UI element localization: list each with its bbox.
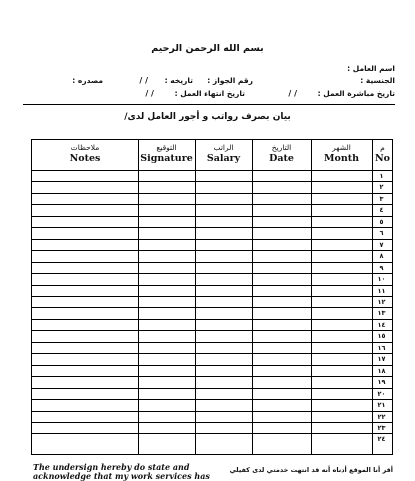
column-header-date-ar: التاريخ <box>271 143 292 152</box>
end-date-separators: / / <box>145 89 154 98</box>
table-row <box>32 251 392 262</box>
column-header-signature-en: Signature <box>140 153 193 164</box>
table-row <box>32 320 392 331</box>
end-date-field <box>145 89 245 98</box>
table-body <box>32 171 392 454</box>
table-row <box>32 228 392 239</box>
column-header-signature <box>138 140 195 170</box>
column-header-salary <box>195 140 252 170</box>
salary-table <box>31 139 393 455</box>
row-number: ٢٠ <box>377 389 386 398</box>
row-number: ٢٢ <box>377 412 386 421</box>
row-number: ١٧ <box>377 355 386 364</box>
row-number: ٦ <box>379 229 384 238</box>
nationality-label: الجنسية : <box>360 76 395 85</box>
table-row <box>32 412 392 423</box>
table-row <box>32 331 392 342</box>
row-number: ١٣ <box>377 309 386 318</box>
row-number: ٧ <box>379 240 384 249</box>
row-number: ٢٣ <box>377 423 386 432</box>
column-header-notes-ar: ملاحظات <box>70 143 100 152</box>
table-row <box>32 434 392 445</box>
row-number: ٤ <box>379 206 384 215</box>
column-header-month-ar: الشهر <box>332 143 351 152</box>
table-row <box>32 343 392 354</box>
table-row <box>32 389 392 400</box>
row-number: ٨ <box>379 252 384 261</box>
row-number: ١ <box>379 172 384 180</box>
row-number: ٥ <box>379 217 384 226</box>
declaration-english: The undersign hereby do state and acknowledge that my work services has <box>33 462 210 481</box>
passport-date-label: تاريخه : <box>164 76 193 85</box>
declaration-arabic: أقر أنا الموقع أدناه أنه قد انتهت خدمتي لدى كفيلي <box>229 466 393 474</box>
row-number: ٢٤ <box>377 435 386 444</box>
table-row <box>32 377 392 388</box>
end-date-label: تاريخ انتهاء العمل : <box>174 89 245 98</box>
basmala: بسم الله الرحمن الرحيم <box>151 43 264 54</box>
passport-number-label: رقم الجواز : <box>207 76 253 85</box>
table-row <box>32 423 392 434</box>
table-row <box>32 171 392 182</box>
row-number: ١٨ <box>377 366 386 375</box>
worker-name-label: اسم العامل : <box>347 64 395 73</box>
column-header-date <box>252 140 311 170</box>
passport-date-field <box>139 76 193 85</box>
column-header-month <box>311 140 372 170</box>
row-number: ١٩ <box>377 378 386 387</box>
column-header-no-en: No <box>374 153 391 164</box>
passport-source-label: مصدره : <box>72 76 103 85</box>
column-header-salary-en: Salary <box>206 153 241 164</box>
start-date-label: تاريخ مباشرة العمل : <box>317 89 395 98</box>
table-row <box>32 205 392 216</box>
row-number: ١٠ <box>377 275 386 284</box>
table-row <box>32 308 392 319</box>
row-number: ١٦ <box>377 343 386 352</box>
row-number: ١٤ <box>377 320 386 329</box>
column-header-salary-ar: الراتب <box>213 143 234 152</box>
table-row <box>32 217 392 228</box>
column-header-month-en: Month <box>323 153 360 164</box>
start-date-field <box>288 89 395 98</box>
column-header-no-ar: م <box>380 143 385 152</box>
row-number: ٩ <box>379 263 384 272</box>
table-row <box>32 274 392 285</box>
row-number: ٣ <box>379 194 384 203</box>
row-number: ٢ <box>379 183 384 192</box>
table-row <box>32 366 392 377</box>
table-row <box>32 286 392 297</box>
divider <box>23 104 395 105</box>
start-date-separators: / / <box>288 89 298 98</box>
table-row <box>32 182 392 193</box>
column-header-signature-ar: التوقيع <box>156 143 177 152</box>
table-row <box>32 354 392 365</box>
column-header-date-en: Date <box>269 153 294 164</box>
row-number: ١٢ <box>377 297 386 306</box>
column-header-notes <box>32 140 138 170</box>
row-number: ٢١ <box>377 401 386 410</box>
passport-date-separators: / / <box>139 76 149 85</box>
table-row <box>32 194 392 205</box>
table-row <box>32 297 392 308</box>
row-number: ١١ <box>377 286 386 295</box>
table-row <box>32 263 392 274</box>
table-title: بيان بصرف رواتب و أجور العامل لدى/ <box>124 112 291 122</box>
row-number: ١٥ <box>377 332 386 341</box>
table-row <box>32 240 392 251</box>
column-header-no <box>372 140 393 170</box>
table-row <box>32 400 392 411</box>
column-header-notes-en: Notes <box>69 153 101 164</box>
